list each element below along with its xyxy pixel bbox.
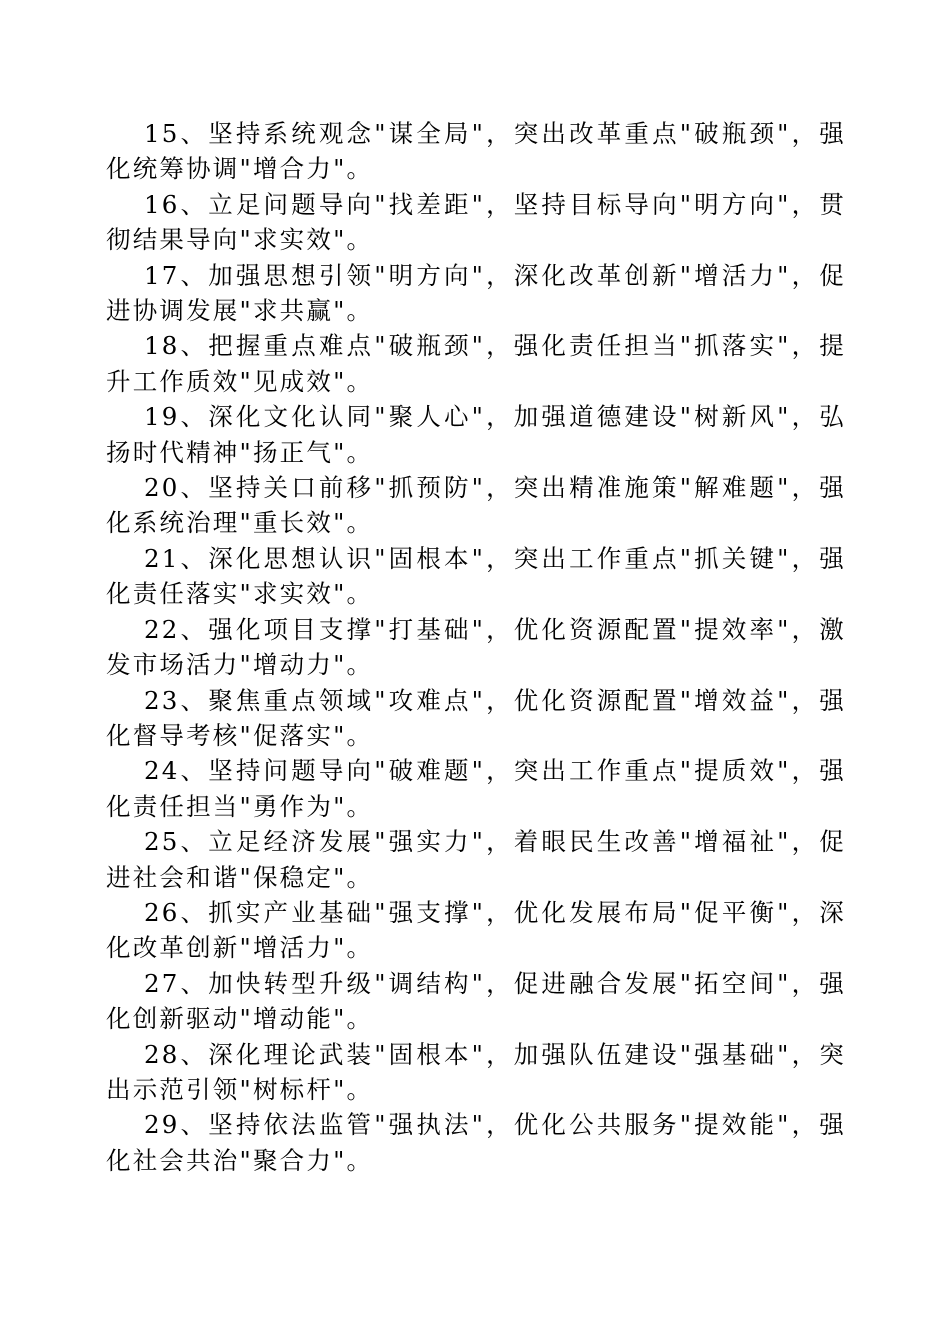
paragraph-21: 21、深化思想认识"固根本"，突出工作重点"抓关键"，强化责任落实"求实效"。 (106, 543, 846, 609)
paragraph-24: 24、坚持问题导向"破难题"，突出工作重点"提质效"，强化责任担当"勇作为"。 (106, 756, 846, 821)
paragraph-18: 18、把握重点难点"破瓶颈"，强化责任担当"抓落实"，提升工作质效"见成效"。 (106, 331, 846, 396)
paragraph-15: 15、坚持系统观念"谋全局"，突出改革重点"破瓶颈"，强化统筹协调"增合力"。 (106, 119, 846, 184)
paragraph-19: 19、深化文化认同"聚人心"，加强道德建设"树新风"，弘扬时代精神"扬正气"。 (106, 402, 846, 467)
document-page (106, 116, 846, 1178)
paragraph-25: 25、立足经济发展"强实力"，着眼民生改善"增福祉"，促进社会和谐"保稳定"。 (106, 827, 846, 892)
paragraph-26: 26、抓实产业基础"强支撑"，优化发展布局"促平衡"，深化改革创新"增活力"。 (106, 897, 846, 963)
paragraph-20: 20、坚持关口前移"抓预防"，突出精准施策"解难题"，强化系统治理"重长效"。 (106, 473, 846, 538)
paragraph-28: 28、深化理论武装"固根本"，加强队伍建设"强基础"，突出示范引领"树标杆"。 (106, 1039, 846, 1104)
paragraph-27: 27、加快转型升级"调结构"，促进融合发展"拓空间"，强化创新驱动"增动能"。 (106, 968, 846, 1034)
paragraph-17: 17、加强思想引领"明方向"，深化改革创新"增活力"，促进协调发展"求共赢"。 (106, 260, 846, 326)
paragraph-23: 23、聚焦重点领域"攻难点"，优化资源配置"增效益"，强化督导考核"促落实"。 (106, 685, 846, 750)
paragraph-16: 16、立足问题导向"找差距"，坚持目标导向"明方向"，贯彻结果导向"求实效"。 (106, 189, 846, 255)
paragraph-22: 22、强化项目支撑"打基础"，优化资源配置"提效率"，激发市场活力"增动力"。 (106, 614, 846, 680)
paragraph-29: 29、坚持依法监管"强执法"，优化公共服务"提效能"，强化社会共治"聚合力"。 (106, 1110, 846, 1175)
